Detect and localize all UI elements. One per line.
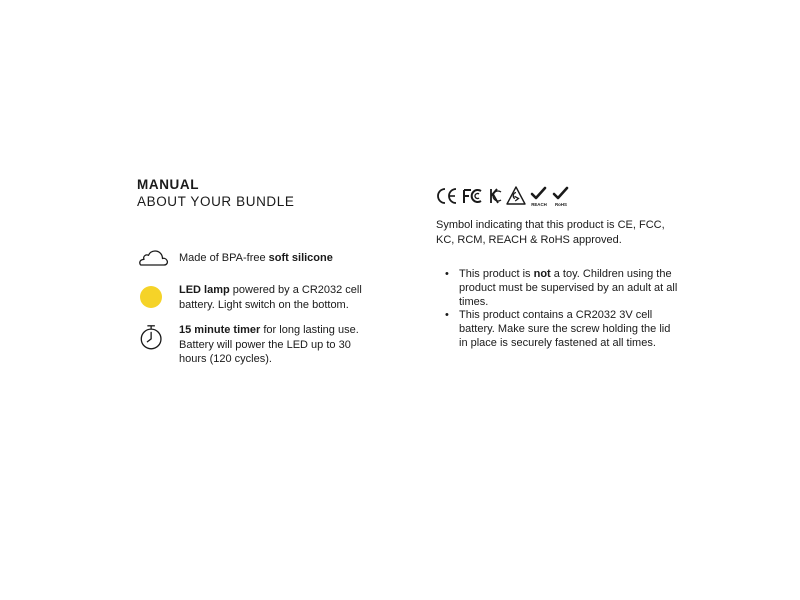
feature-led-text: LED lamp powered by a CR2032 cell battery. Light switch on the bottom. <box>179 284 362 311</box>
reach-label: REACH <box>531 202 547 207</box>
bullet: • <box>445 268 449 280</box>
bullet: • <box>445 309 449 322</box>
ce-mark-icon <box>436 186 458 206</box>
list-item: • This product is not a toy. Children using the product must be supervised by an adult at all times. <box>445 268 678 308</box>
rohs-check-icon <box>552 186 570 208</box>
manual-subtitle: ABOUT YOUR BUNDLE <box>137 194 295 209</box>
kc-mark-icon <box>488 186 502 206</box>
list-item: • This product contains a CR2032 3V cell battery. Make sure the screw holding the lid in place is securely fastened at all times. <box>445 309 671 349</box>
rcm-mark-icon <box>506 186 526 206</box>
certification-description: Symbol indicating that this product is CE, FCC, KC, RCM, REACH & RoHS approved. <box>436 219 665 246</box>
fcc-mark-icon <box>462 186 484 206</box>
certification-marks <box>436 186 596 208</box>
manual-left-column <box>137 176 387 365</box>
led-icon <box>137 283 169 311</box>
warnings-list <box>436 268 681 351</box>
feature-material-text: Made of BPA-free soft silicone <box>179 252 333 264</box>
cloud-icon <box>137 244 169 272</box>
manual-title: MANUAL <box>137 177 200 192</box>
rohs-label: RoHS <box>555 202 567 207</box>
reach-check-icon <box>530 186 548 208</box>
yellow-dot-icon <box>140 286 162 308</box>
stopwatch-icon <box>137 323 169 353</box>
feature-timer-text: 15 minute timer for long lasting use. Battery will power the LED up to 30 hours (120 cycles). <box>179 324 359 365</box>
